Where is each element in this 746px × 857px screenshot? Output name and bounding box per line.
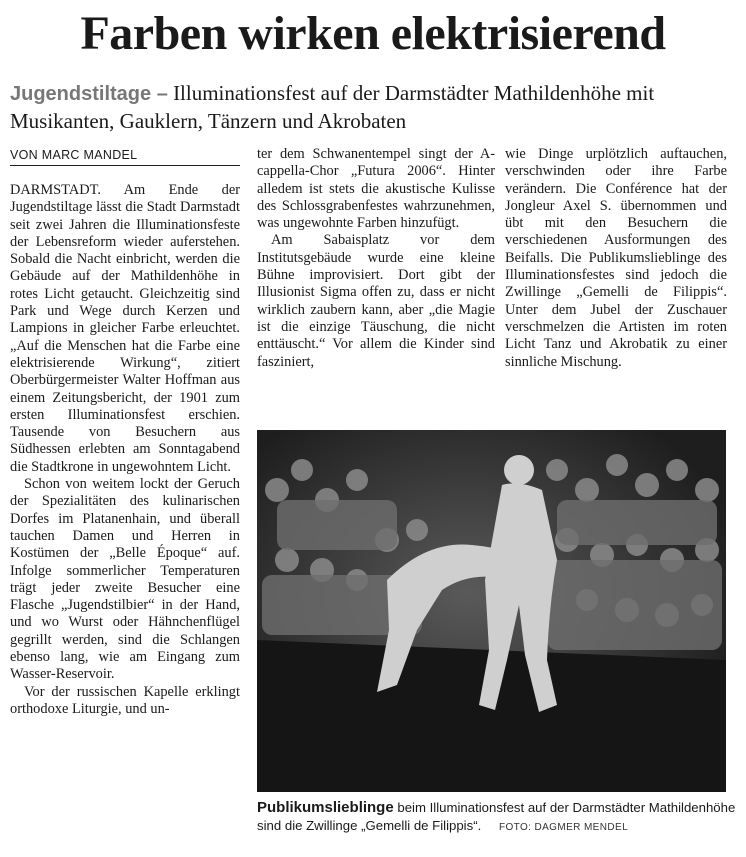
paragraph: wie Dinge urplötzlich auftauchen, verschwinden oder ihre Farbe verändern. Die Conférence hat der Jongleur Axel S. übernommen und übt mit den Besuchern die verschiedenen Ausformungen des Beifalls. Die Publikumslieblinge des Illuminationsfestes sind jedoch die Zwillinge „Gemelli de Filippis“. Unter dem Jubel der Zuschauer verschmelzen die Artisten im roten Licht Tanz und Akrobatik zu einer sinnliche Mischung. [505,146,727,370]
byline: VON MARC MANDEL [10,148,240,166]
headline: Farben wirken elektrisierend [80,7,666,60]
photo-credit: FOTO: DAGMER MENDEL [498,822,629,833]
paragraph: ter dem Schwanentempel singt der A-cappella-Chor „Futura 2006“. Hinter alledem ist stets die akustische Kulisse des Schlossgrabenfestes wahrzunehmen, was ungewohnte Farben hinzufügt. [257,146,495,232]
caption-text: beim Illuminationsfest auf der Darmstädter Mathildenhöhe sind die Zwillinge „Gemelli de Filippis“. [257,800,736,833]
paragraph: Am Sabaisplatz vor dem Institutsgebäude wurde eine kleine Bühne improvisiert. Dort gibt der Illusionist Sigma offen zu, dass er nicht wirklich zaubern kann, aber „die Magie ist die einzige Täuschung, die nicht enttäuscht.“ Vor allem die Kinder sind fasziniert, [257,232,495,370]
deck [10,80,740,135]
paragraph: DARMSTADT. Am Ende der Jugendstiltage lässt die Stadt Darmstadt seit zwei Jahren die Illuminationsfeste der Lebensreform wieder auferstehen. Sobald die Nacht einbricht, werden die Gebäude auf der Mathildenhöhe in rotes Licht getaucht. Gleichzeitig sind Park und Wege durch Kerzen und Lampions in gleicher Farbe erleuchtet. „Auf die Menschen hat die Farbe eine elektrisierende Wirkung“, zitiert Oberbürgermeister Walter Hoffman aus einem Zeitungsbericht, der 1901 zum ersten Illuminationsfest erschien. Tausende von Besuchern aus Südhessen erlebten am Sonntagabend die Stadtkrone in ungewohntem Licht. [10,182,240,475]
article-column-1 [10,182,240,847]
photo-caption [257,799,737,837]
caption-title: Publikumslieblinge [257,799,394,816]
photo-illustration [257,430,726,792]
kicker: Jugendstiltage – [10,83,168,105]
article-column-3 [505,146,727,416]
article-column-2 [257,146,495,416]
article-photo [257,430,726,792]
paragraph: Vor der russischen Kapelle erklingt orthodoxe Liturgie, und un- [10,683,240,717]
deck-text: Illuminationsfest auf der Darmstädter Mathildenhöhe mit Musikanten, Gauklern, Tänzern und Akrobaten [10,81,655,133]
paragraph: Schon von weitem lockt der Geruch der Spezialitäten des kulinarischen Dorfes im Platanenhain, und überall tauchen Damen und Herren in Kostümen der „Belle Époque“ auf. Infolge sommerlicher Temperaturen trägt jeder zweite Besucher eine Flasche „Jugendstilbier“ in der Hand, und wo Wurst oder Hähnchenflügel gegrillt werden, sind die Schlangen ebenso lang, wie am Eingang zum Wasser-Reservoir. [10,476,240,683]
